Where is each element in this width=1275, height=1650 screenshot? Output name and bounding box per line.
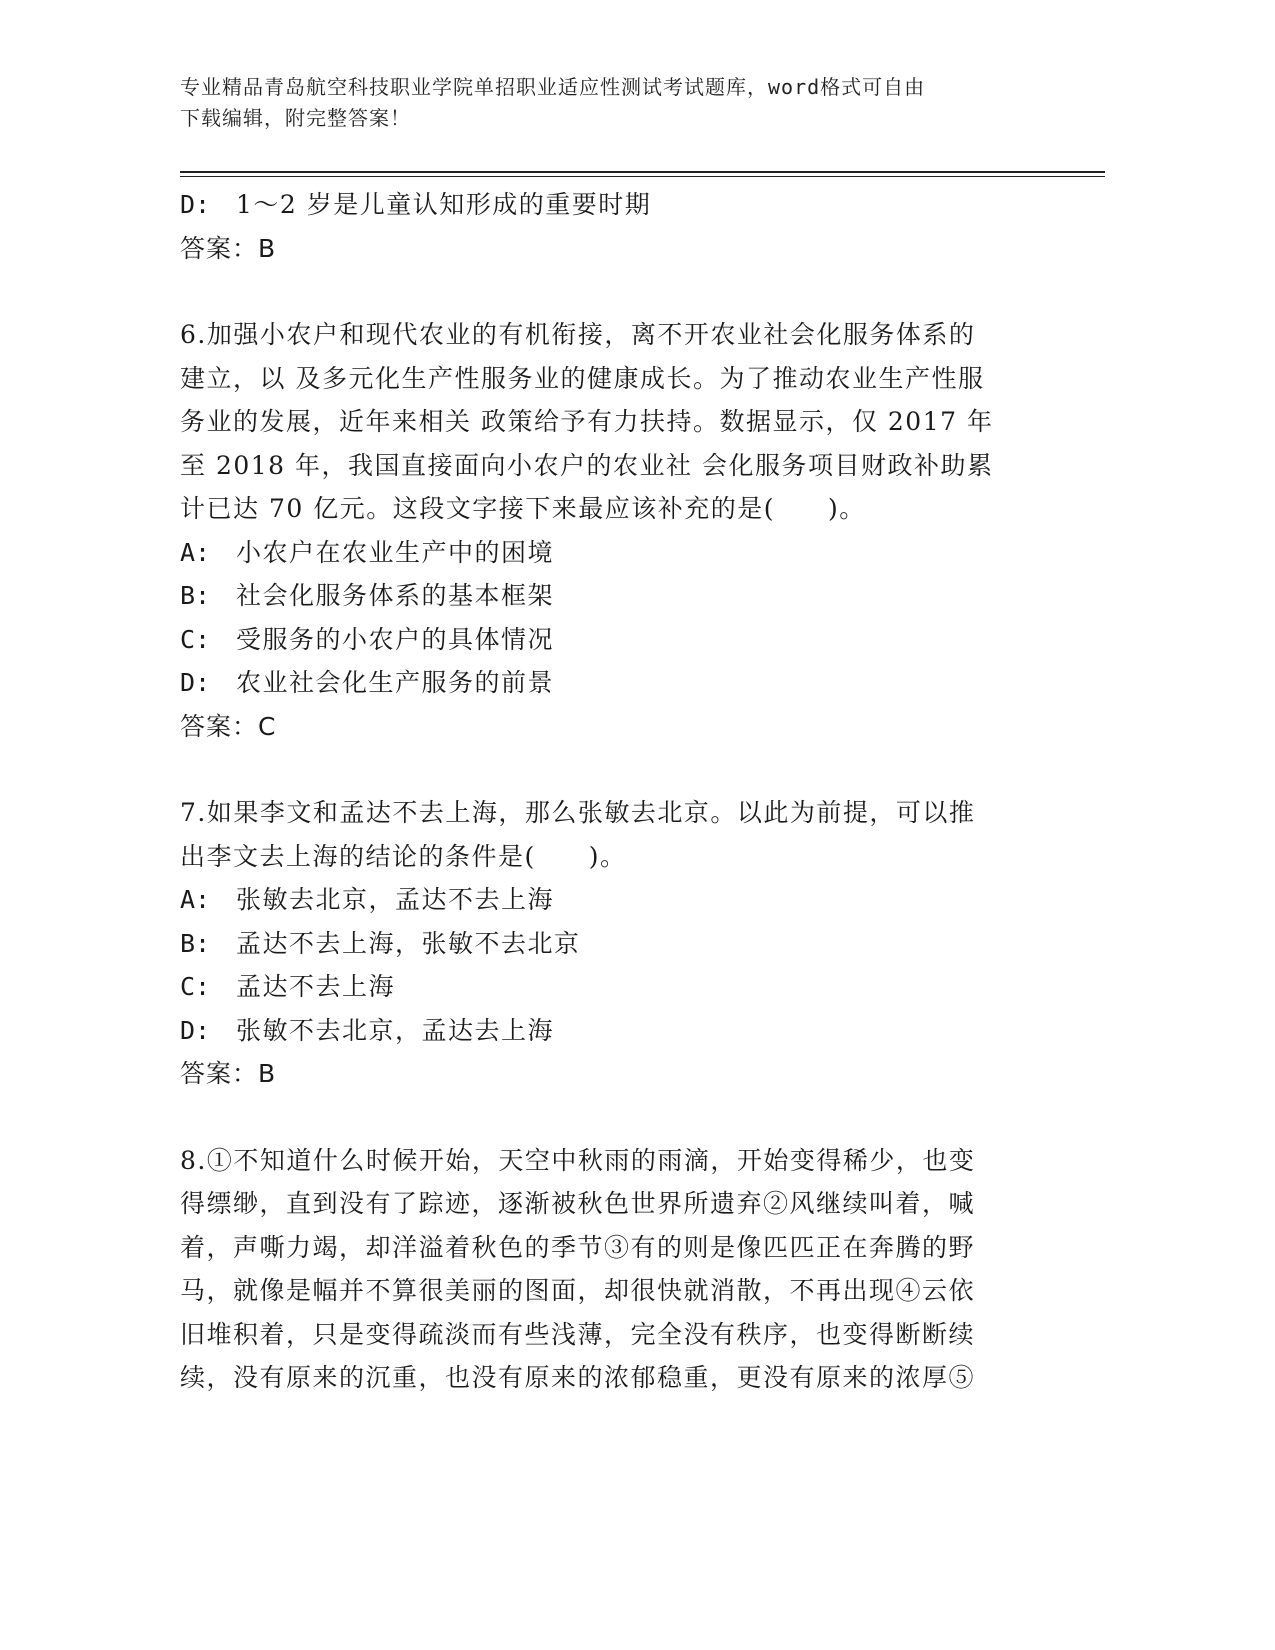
question-stem-line: 计已达 70 亿元。这段文字接下来最应该补充的是( )。 [180,494,866,523]
option-key: A: [180,537,211,567]
q6-option-d [180,661,1040,705]
question-stem-line: 7.如果李文和孟达不去上海，那么张敏去北京。以此为前提，可以推 [180,798,976,827]
q7-option-b [180,922,1040,966]
header-line-1: 专业精品青岛航空科技职业学院单招职业适应性测试考试题库，word格式可自由 [180,75,926,99]
q7-option-d [180,1009,1040,1053]
question-stem-line: 着，声嘶力竭，却洋溢着秋色的季节③有的则是像匹匹正在奔腾的野 [180,1232,976,1262]
question-8 [180,1139,1040,1400]
q7-option-c [180,965,1040,1009]
question-stem-line: 建立，以 及多元化生产性服务业的健康成长。为了推动农业生产性服 [180,363,985,393]
spacer [180,270,1040,313]
option-text: 社会化服务体系的基本框架 [236,581,555,610]
spacer [180,1096,1040,1139]
q6-answer: 答案：C [180,711,277,741]
spacer [180,748,1040,791]
q7-option-a [180,878,1040,922]
question-stem-line: 8.①不知道什么时候开始，天空中秋雨的雨滴，开始变得稀少，也变 [180,1145,976,1175]
option-key: B: [180,928,211,958]
question-stem-line: 出李文去上海的结论的条件是( )。 [180,841,627,871]
q7-answer: 答案：B [180,1059,277,1088]
option-text: 受服务的小农户的具体情况 [236,624,555,654]
question-stem-line: 务业的发展，近年来相关 政策给予有力扶持。数据显示，仅 2017 年 [180,407,994,436]
q6-option-b [180,574,1040,618]
q6-option-c [180,618,1040,662]
question-stem-line: 6.加强小农户和现代农业的有机衔接，离不开农业社会化服务体系的 [180,320,976,349]
option-key: D: [180,1015,211,1045]
option-key: C: [180,972,211,1001]
page-content [180,183,1040,1400]
option-key: D: [180,190,211,219]
option-text: 1～2 岁是儿童认知形成的重要时期 [236,190,652,219]
option-text: 农业社会化生产服务的前景 [236,668,555,697]
question-stem-line: 得缥缈，直到没有了踪迹，逐渐被秋色世界所遗弃②风继续叫着，喊 [180,1189,976,1218]
option-key: A: [180,885,211,914]
page-header [180,72,1040,134]
option-text: 孟达不去上海，张敏不去北京 [236,928,581,958]
q5-answer: 答案：B [180,233,277,263]
header-rule-thick [180,171,1105,173]
header-line-2: 下载编辑，附完整答案！ [180,106,411,130]
option-text: 孟达不去上海 [236,972,396,1001]
question-7 [180,791,1040,1096]
option-text: 张敏去北京，孟达不去上海 [236,885,555,914]
option-key: C: [180,624,211,654]
q6-option-a [180,531,1040,575]
question-6 [180,313,1040,748]
question-stem-line: 旧堆积着，只是变得疏淡而有些浅薄，完全没有秩序，也变得断断续 [180,1319,976,1349]
option-key: D: [180,668,211,697]
header-rule-thin [180,176,1105,177]
question-stem-line: 马，就像是幅并不算很美丽的图面，却很快就消散，不再出现④云依 [180,1276,976,1305]
option-key: B: [180,581,211,610]
question-stem-line: 至 2018 年，我国直接面向小农户的农业社 会化服务项目财政补助累 [180,450,994,480]
q5-option-d [180,183,1040,227]
option-text: 张敏不去北京，孟达去上海 [236,1015,555,1045]
question-stem-line: 续，没有原来的沉重，也没有原来的浓郁稳重，更没有原来的浓厚⑤ [180,1363,976,1392]
option-text: 小农户在农业生产中的困境 [236,537,555,567]
